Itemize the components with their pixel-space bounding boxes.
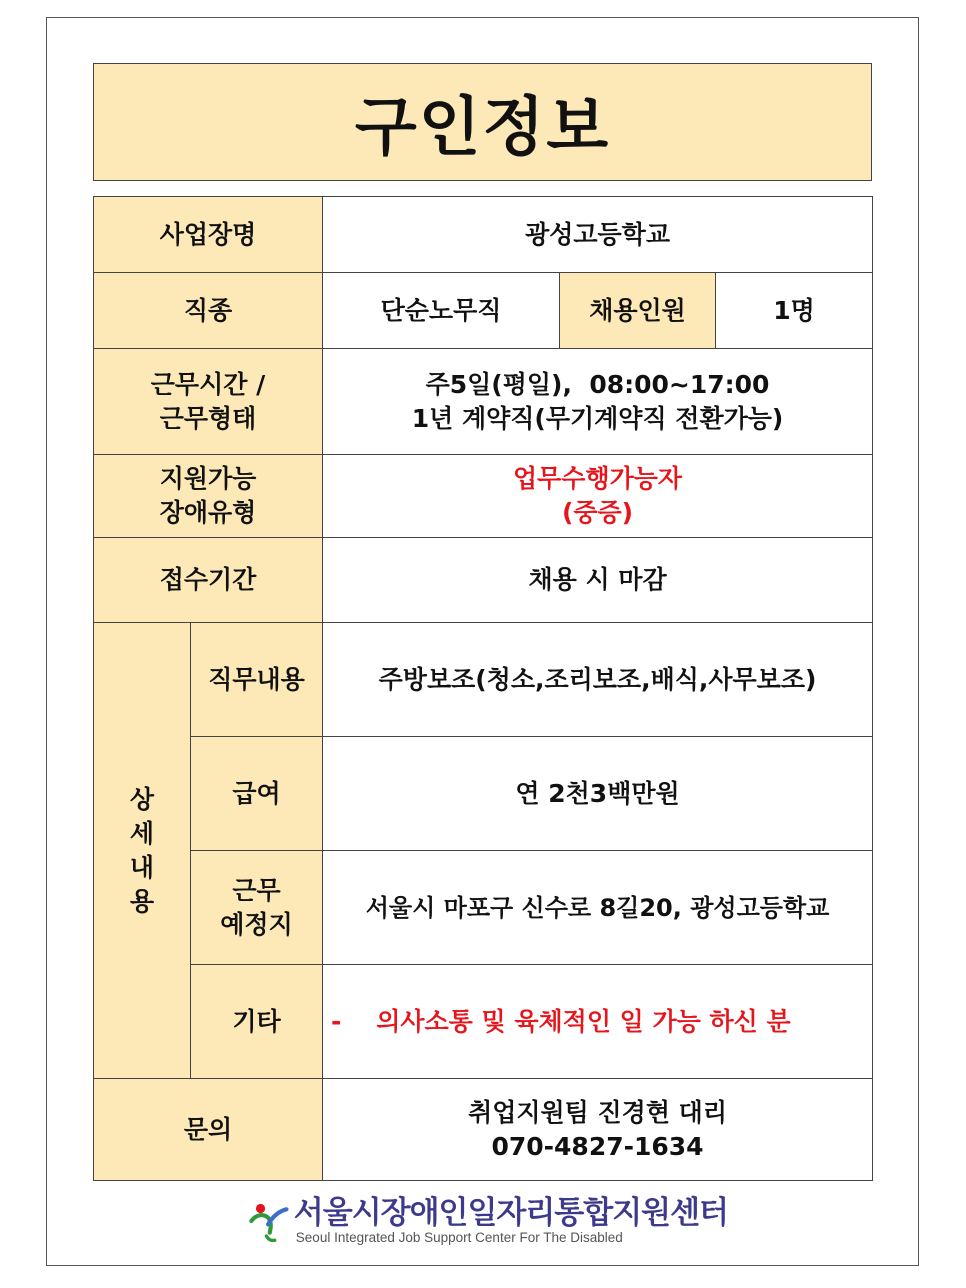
job-info-table [93, 196, 873, 1181]
location-label-line2: 예정지 [220, 909, 293, 939]
contact-value [323, 1079, 873, 1181]
period-label: 접수기간 [94, 538, 323, 623]
org-name-ko: 서울시장애인일자리통합지원센터 [293, 1195, 728, 1230]
row-contact [94, 1079, 873, 1181]
work-hours-label-line1: 근무시간 / [150, 369, 266, 399]
location-label [191, 851, 323, 965]
disability-label-line1: 지원가능 [159, 464, 257, 493]
org-footer [248, 1192, 728, 1250]
row-duties [94, 623, 873, 737]
person-logo-icon [248, 1195, 290, 1247]
row-company [94, 197, 873, 273]
headcount-label: 채용인원 [560, 273, 716, 349]
row-job-type [94, 273, 873, 349]
details-label-char: 내 [129, 852, 155, 882]
row-location [94, 851, 873, 965]
work-hours-label-line2: 근무형태 [159, 403, 257, 433]
contact-value-line1: 취업지원팀 진경현 대리 [468, 1097, 727, 1127]
duties-label: 직무내용 [191, 623, 323, 737]
location-label-line1: 근무 [232, 875, 281, 905]
disability-value-line1: 업무수행가능자 [513, 464, 683, 493]
salary-value: 연 2천3백만원 [323, 737, 873, 851]
period-value: 채용 시 마감 [323, 538, 873, 623]
work-hours-value-line2: 1년 계약직(무기계약직 전환가능) [411, 403, 784, 433]
etc-value: - 의사소통 및 육체적인 일 가능 하신 분 [323, 965, 873, 1079]
page-title: 구인정보 [354, 91, 611, 165]
disability-value-line2: (중증) [561, 498, 634, 527]
details-label-char: 용 [129, 886, 155, 916]
location-value: 서울시 마포구 신수로 8길20, 광성고등학교 [323, 851, 873, 965]
company-value: 광성고등학교 [323, 197, 873, 273]
row-salary [94, 737, 873, 851]
etc-label: 기타 [191, 965, 323, 1079]
contact-label: 문의 [94, 1079, 323, 1181]
row-work-hours [94, 349, 873, 455]
org-name-en: Seoul Integrated Job Support Center For The Disabled [295, 1230, 623, 1245]
duties-value: 주방보조(청소,조리보조,배식,사무보조) [323, 623, 873, 737]
company-label: 사업장명 [94, 197, 323, 273]
details-label [94, 623, 191, 1079]
page-title-box [93, 63, 872, 181]
job-type-label: 직종 [94, 273, 323, 349]
work-hours-value [323, 349, 873, 455]
disability-label-line2: 장애유형 [159, 498, 257, 527]
row-application-period [94, 538, 873, 623]
headcount-value: 1명 [716, 273, 873, 349]
job-type-value: 단순노무직 [323, 273, 560, 349]
work-hours-value-line1: 주5일(평일), 08:00~17:00 [425, 369, 770, 399]
salary-label: 급여 [191, 737, 323, 851]
work-hours-label [94, 349, 323, 455]
row-disability-type [94, 455, 873, 538]
details-label-char: 세 [129, 818, 155, 848]
disability-label [94, 455, 323, 538]
contact-value-line2: 070-4827-1634 [491, 1131, 704, 1161]
row-etc [94, 965, 873, 1079]
disability-value [323, 455, 873, 538]
details-label-char: 상 [129, 784, 155, 814]
